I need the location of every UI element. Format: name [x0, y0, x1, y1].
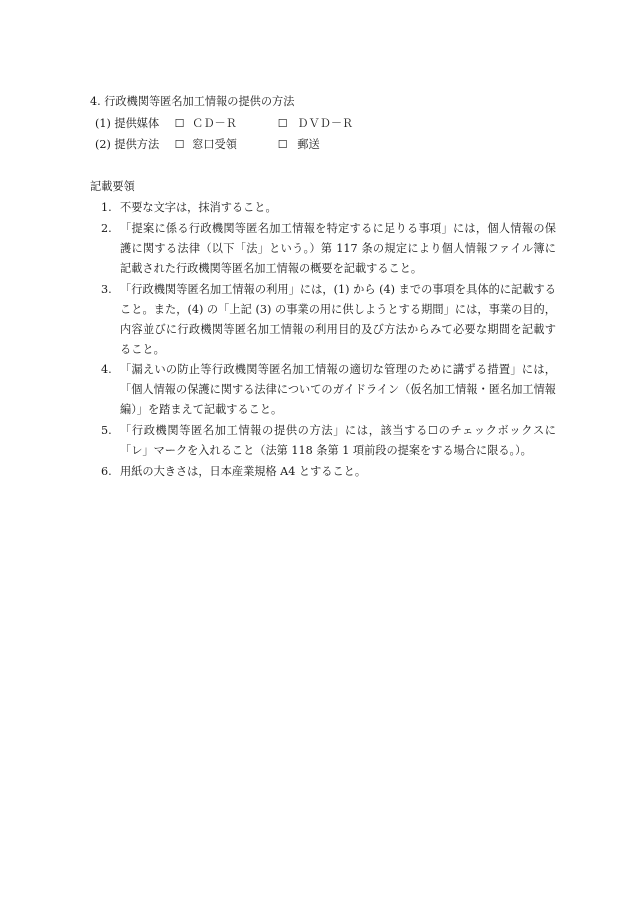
note-text: 「提案に係る行政機関等匿名加工情報を特定するに足りる事項」には，個人情報の保護に関する法律（以下「法」という。）第 117 条の規定により個人情報ファイル簿に記載された行政機関等匿名加工情報の概要を記載すること。 [120, 222, 556, 275]
note-item [101, 462, 556, 482]
note-item [101, 360, 556, 420]
note-number: 4. [101, 363, 112, 376]
section-heading: 4. 行政機関等匿名加工情報の提供の方法 [90, 95, 295, 108]
note-item [101, 198, 556, 218]
note-item [101, 219, 556, 279]
note-text: 「行政機関等匿名加工情報の提供の方法」には，該当する☐のチェックボックスに「レ」マークを入れること（法第 118 条第 1 項前段の提案をする場合に限る。）。 [120, 424, 556, 457]
medium-label: (1) 提供媒体 [95, 117, 160, 130]
note-number: 3. [101, 283, 112, 296]
note-item [101, 421, 556, 461]
note-number: 5. [101, 424, 112, 437]
note-text: 不要な文字は，抹消すること。 [120, 201, 277, 214]
note-text: 用紙の大きさは，日本産業規格 A4 とすること。 [120, 465, 367, 478]
method-label: (2) 提供方法 [95, 138, 160, 151]
note-text: 「漏えいの防止等行政機関等匿名加工情報の適切な管理のために講ずる措置」には，「個人情報の保護に関する法律についてのガイドライン（仮名加工情報・匿名加工情報編）」を踏まえて記載すること。 [120, 363, 556, 416]
note-number: 1. [101, 201, 112, 214]
method-row [95, 138, 320, 152]
note-number: 6. [101, 465, 112, 478]
note-number: 2. [101, 222, 112, 235]
medium-row [95, 117, 353, 131]
option-dvd-r-label: ＤＶＤ－Ｒ [297, 117, 354, 130]
option-window-pickup-label: 窓口受領 [192, 138, 237, 151]
note-item [101, 280, 556, 360]
notes-title: 記載要領 [90, 180, 135, 193]
checkbox-mail[interactable]: ☐ [277, 138, 288, 151]
option-mail-label: 郵送 [297, 138, 320, 151]
checkbox-dvd-r[interactable]: ☐ [277, 117, 288, 130]
note-text: 「行政機関等匿名加工情報の利用」には，(1) から (4) までの事項を具体的に記載すること。また，(4) の「上記 (3) の事業の用に供しようとする期間」には，事業の目的，内容並びに行政機関等匿名加工情報の利用目的及び方法からみて必要な期間を記載すること。 [120, 283, 556, 356]
option-cd-r-label: ＣＤ－Ｒ [192, 117, 237, 130]
checkbox-cd-r[interactable]: ☐ [174, 117, 185, 130]
checkbox-window-pickup[interactable]: ☐ [174, 138, 185, 151]
